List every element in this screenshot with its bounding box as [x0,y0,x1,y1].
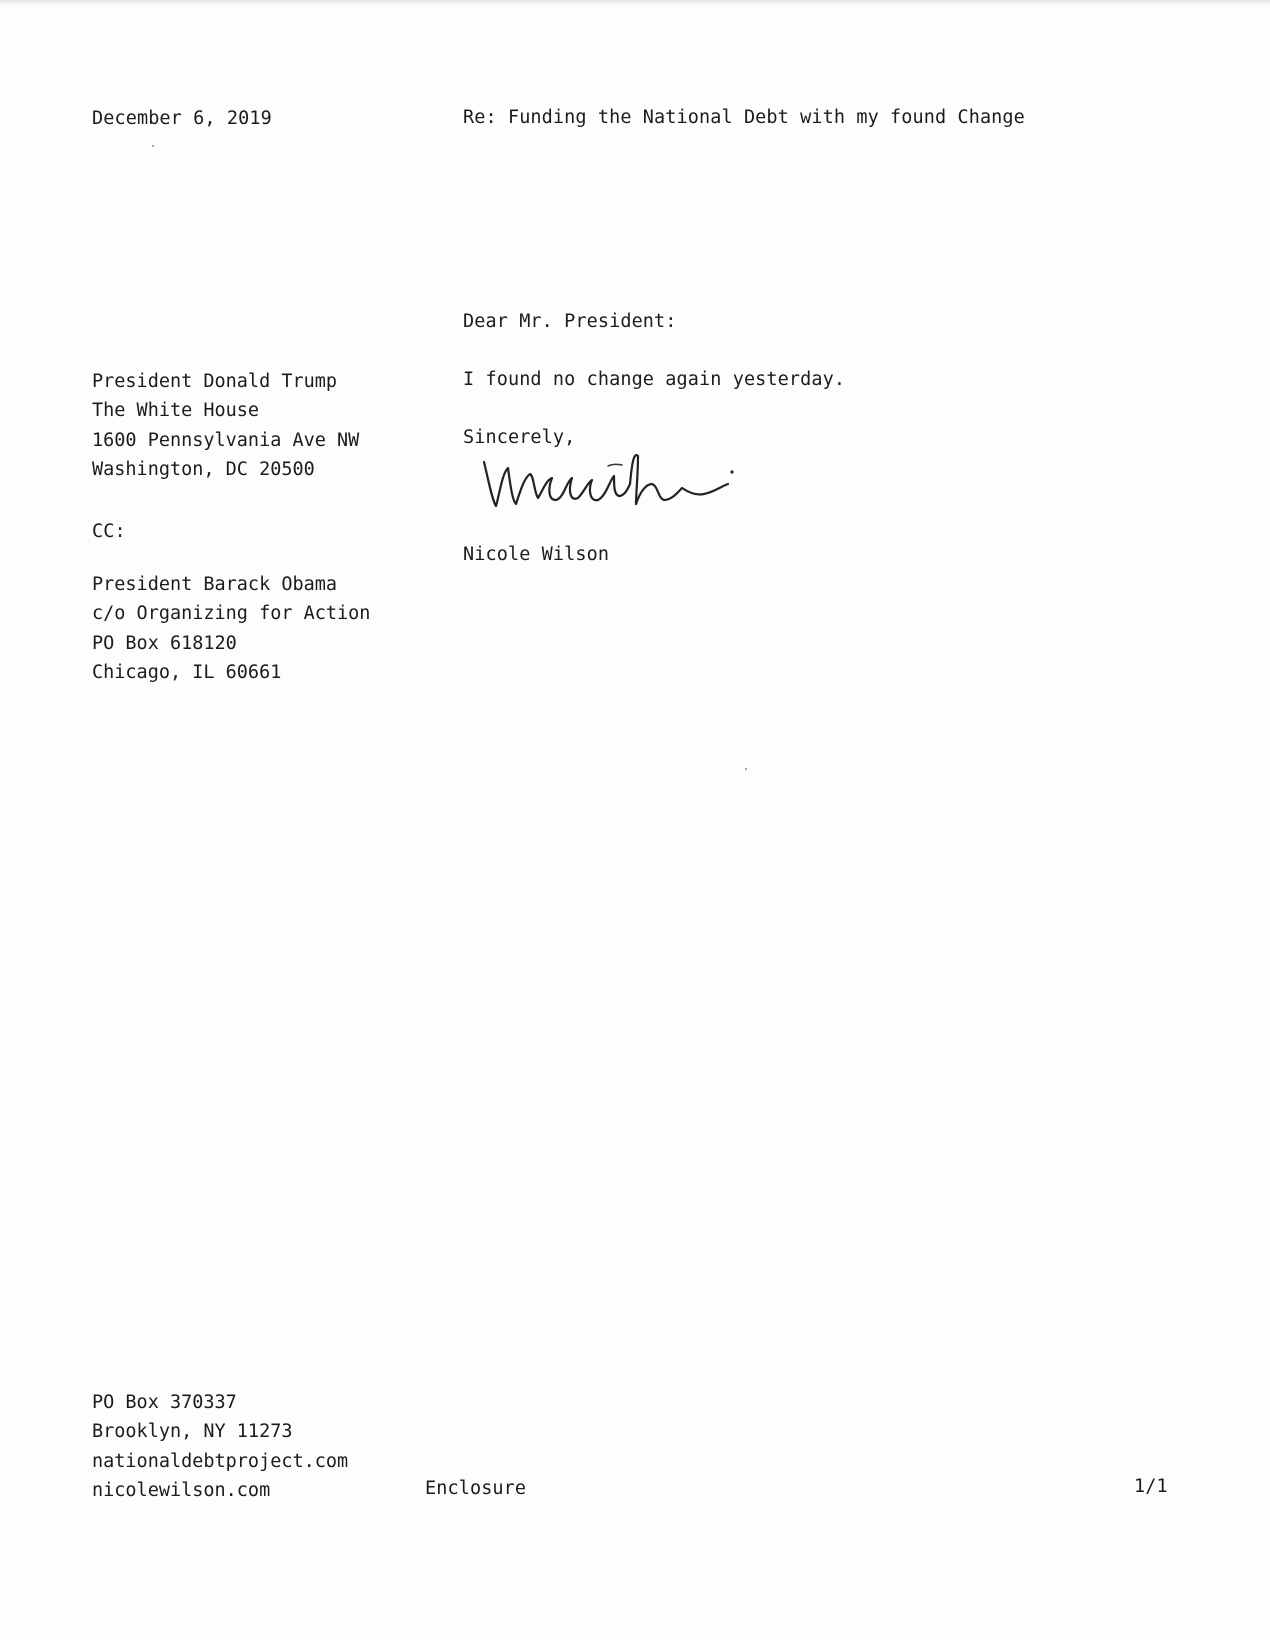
letter-subject: Re: Funding the National Debt with my found Change [463,107,1025,128]
signer-name: Nicole Wilson [463,544,610,565]
recipient-line: 1600 Pennsylvania Ave NW [92,429,360,451]
recipient-line: The White House [92,400,260,422]
cc-line: PO Box 618120 [92,632,237,654]
recipient-address [92,367,359,484]
recipient-line: Washington, DC 20500 [92,458,315,480]
enclosure-note: Enclosure [425,1478,527,1499]
page-number: 1/1 [1134,1476,1168,1497]
handwritten-signature [478,448,748,516]
cc-line: President Barack Obama [92,574,338,595]
scan-speck [745,768,747,770]
closing: Sincerely, [463,427,576,448]
scan-edge-shadow [0,0,1270,6]
cc-line: c/o Organizing for Action [92,603,371,625]
sender-line: nationaldebtproject.com [92,1450,349,1472]
letter-body: I found no change again yesterday. [463,369,846,390]
sender-line: nicolewilson.com [92,1479,271,1501]
scan-speck [152,145,154,147]
sender-address [92,1388,348,1505]
cc-address [92,570,370,687]
cc-line: Chicago, IL 60661 [92,661,282,683]
cc-label: CC: [92,521,126,542]
salutation: Dear Mr. President: [463,311,677,332]
recipient-line: President Donald Trump [92,371,338,392]
sender-line: Brooklyn, NY 11273 [92,1421,293,1443]
letter-date: December 6, 2019 [92,108,272,129]
sender-line: PO Box 370337 [92,1392,237,1413]
